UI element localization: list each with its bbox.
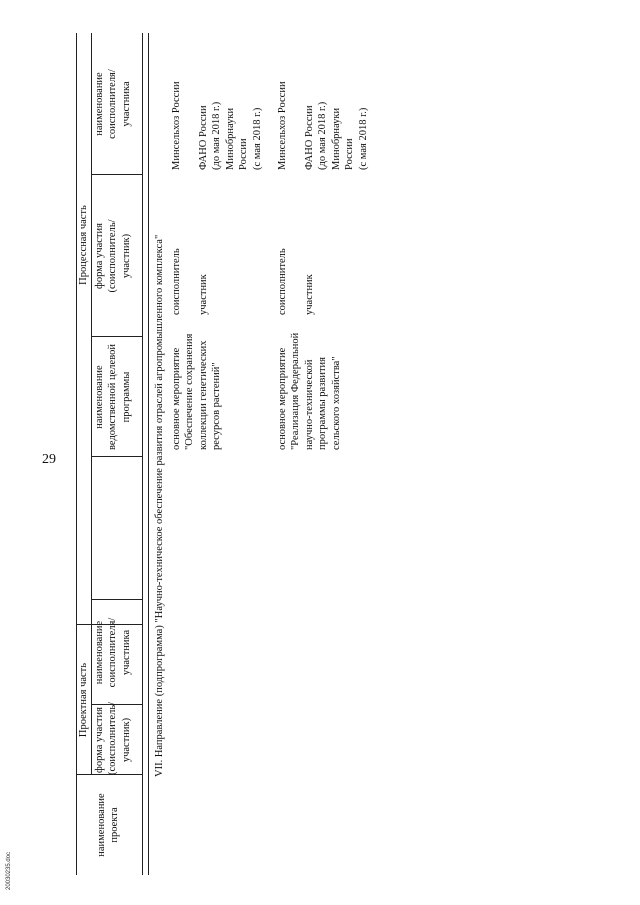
row-2-program: основное мероприятие "Реализация Федеральной научно-технической программы развития сельского хозяйства" [277,332,342,450]
footer-filename: 20030235.doc [6,851,12,890]
header-process-part: Процессная часть [78,205,89,285]
header-subdivider-rule [91,33,92,775]
header-form-participation-2: форма участия (соисполнитель/ участник) [94,219,132,293]
header-bottom-rule [142,33,143,875]
row-1-executor: Минсельхоз России ФАНО России (до мая 2018 г.) Минобрнауки России (с мая 2018 г.) [171,81,263,170]
section-title: VII. Направление (подпрограмма) "Научно-техническое обеспечение развития отраслей агропромышленного комплекса" [154,234,165,777]
header-coexecutor-name-2: наименование соисполнителя/ участника [94,69,132,139]
row-1-program: основное мероприятие "Обеспечение сохранения коллекции генетических ресурсов растений" [171,333,223,450]
table-bottom-border [148,33,149,875]
row-2-form: соисполнитель участник [277,248,315,315]
header-form-participation: форма участия (соисполнитель/ участник) [94,701,132,775]
header-program-name: наименование ведомственной целевой программы [94,344,132,450]
row-2-executor: Минсельхоз России ФАНО России (до мая 2018 г.) Минобрнауки России (с мая 2018 г.) [277,81,369,170]
header-coexecutor-name: наименование соисполнителя/ участника [94,617,132,688]
row-1-form: соисполнитель участник [171,248,209,315]
header-project-part: Проектная часть [78,662,89,738]
header-project-name: наименование проекта [96,793,121,857]
page-number: 29 [42,452,56,467]
